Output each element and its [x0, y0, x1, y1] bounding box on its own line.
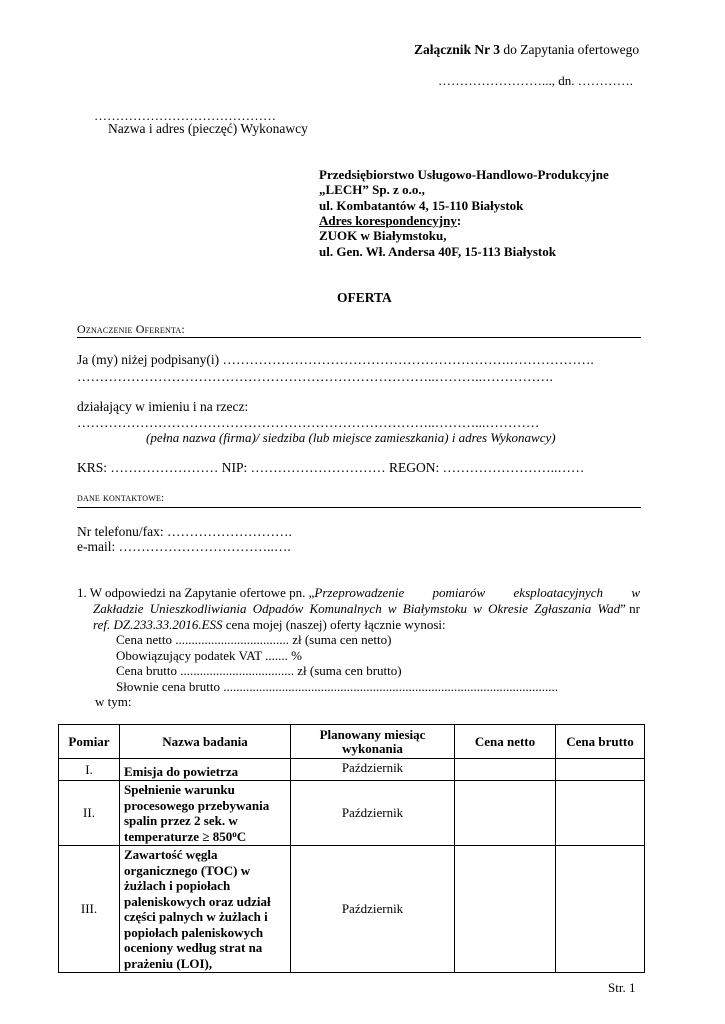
table-row — [59, 759, 645, 781]
offer-line-1 — [77, 585, 640, 601]
table-row — [59, 781, 645, 846]
row-name — [120, 781, 291, 846]
recipient-line-2: „LECH” Sp. z o.o., — [319, 182, 425, 197]
recipient-line-1: Przedsiębiorstwo Usługowo-Handlowo-Produkcyjne — [319, 167, 609, 182]
attachment-rest: do Zapytania ofertowego — [500, 42, 640, 57]
gross-words-line: Słownie cena brutto ....................................................................................................... — [116, 679, 558, 694]
signatory-line-2: ……………………………………………………………………..………..……………. — [77, 369, 553, 384]
offer-price-intro: cena mojej (naszej) oferty łącznie wynosi: — [222, 617, 446, 632]
header-cena-netto: Cena netto — [455, 725, 556, 759]
offer-line-2 — [93, 601, 640, 617]
header-pomiar: Pomiar — [59, 725, 120, 759]
correspondence-colon: : — [456, 213, 462, 228]
row-month: Październik — [291, 846, 455, 973]
attachment-title — [414, 42, 639, 58]
header-miesiac: Planowany miesiąc wykonania — [291, 725, 455, 759]
contractor-stamp-label: Nazwa i adres (pieczęć) Wykonawcy — [108, 121, 308, 136]
registry-numbers: KRS: …………………… NIP: ………………………… REGON: ……………………..…… — [77, 460, 585, 475]
row-net-price — [455, 846, 556, 973]
correspondence-label: Adres korespondencyjny — [319, 213, 457, 228]
row-name-text: Spełnienie warunku procesowego przebywania spalin przez 2 sek. w temperaturze ≥ 850 — [124, 782, 270, 844]
offer-nr: ” nr — [620, 601, 640, 616]
table-header-row — [59, 725, 645, 759]
row-name: Zawartość węgla organicznego (TOC) w żużlach i popiołach paleniskowych oraz udział części palnych w żużlach i popiołach paleniskowych oceniony według strat na prażeniu (LOI), — [120, 846, 291, 973]
row-id: II. — [59, 781, 120, 846]
offer-tender-title-1: Przeprowadzenie pomiarów eksploatacyjnych w — [314, 585, 640, 600]
acting-dots: ……………………………………………………………………..………...………… — [77, 415, 540, 430]
signatory-line-1: Ja (my) niżej podpisany(i) ……………………………………………………….………………. — [77, 352, 594, 367]
offer-intro: 1. W odpowiedzi na Zapytanie ofertowe pn. „ — [77, 585, 315, 600]
row-name-unit: C — [236, 828, 247, 844]
recipient-line-6: ul. Gen. Wł. Andersa 40F, 15-113 Białystok — [319, 244, 556, 259]
row-month: Październik — [291, 759, 455, 781]
contact-heading: dane kontaktowe: — [77, 492, 165, 504]
acting-label: działający w imieniu i na rzecz: — [77, 399, 249, 414]
row-net-price — [455, 781, 556, 846]
email-field: e-mail: ……………………………..…. — [77, 539, 291, 554]
degree-sign: o — [232, 828, 237, 839]
document-title: OFERTA — [337, 290, 392, 305]
recipient-line-4 — [319, 213, 461, 229]
recipient-line-5: ZUOK w Białymstoku, — [319, 228, 447, 243]
measurements-table — [58, 724, 645, 973]
row-id: III. — [59, 846, 120, 973]
offer-reference: ref. DZ.233.33.2016.ESS — [93, 617, 223, 632]
row-month: Październik — [291, 781, 455, 846]
row-name: Emisja do powietrza — [120, 759, 291, 781]
including-label: w tym: — [95, 694, 132, 709]
page-number: Str. 1 — [608, 980, 636, 995]
row-gross-price — [556, 759, 645, 781]
offer-tender-title-2: Zakładzie Unieszkodliwiania Odpadów Komunalnych w Białymstoku w Okresie Zgłaszania Wad — [93, 601, 621, 616]
contact-heading-rule — [77, 507, 641, 508]
acting-hint: (pełna nazwa (firma)/ siedziba (lub miejsce zamieszkania) i adres Wykonawcy) — [146, 430, 556, 445]
row-id: I. — [59, 759, 120, 781]
attachment-number: Załącznik Nr 3 — [414, 42, 501, 57]
table-row — [59, 846, 645, 973]
contractor-stamp-dots: …………………………………… — [94, 108, 276, 123]
row-gross-price — [556, 781, 645, 846]
bidder-heading-rule — [77, 337, 641, 338]
row-net-price — [455, 759, 556, 781]
bidder-heading: Oznaczenie Oferenta: — [77, 322, 185, 336]
gross-price-line: Cena brutto ................................... zł (suma cen brutto) — [116, 663, 402, 678]
net-price-line: Cena netto ................................... zł (suma cen netto) — [116, 632, 392, 647]
offer-line-3 — [93, 617, 446, 633]
recipient-line-3: ul. Kombatantów 4, 15-110 Białystok — [319, 198, 524, 213]
vat-line: Obowiązujący podatek VAT ....... % — [116, 648, 302, 663]
row-gross-price — [556, 846, 645, 973]
place-date-field: ……………………..., dn. …………. — [438, 73, 633, 88]
phone-fax-field: Nr telefonu/fax: ………………………. — [77, 524, 292, 539]
header-nazwa: Nazwa badania — [120, 725, 291, 759]
header-cena-brutto: Cena brutto — [556, 725, 645, 759]
